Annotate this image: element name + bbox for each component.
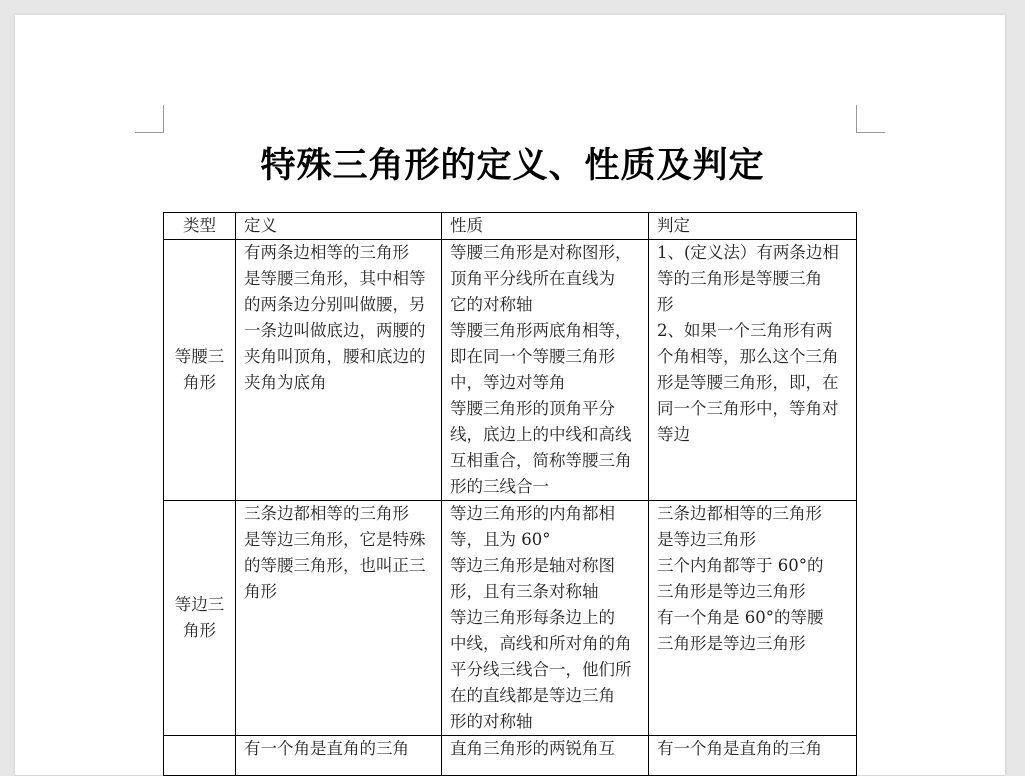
cell-text-line: 直角三角形的两锐角互: [450, 739, 615, 758]
margin-corner-mark-left: [135, 105, 164, 133]
properties-cell: [442, 736, 649, 776]
cell-text-line: 中，等边对等角: [450, 373, 566, 392]
cell-text-line: 中线，高线和所对角的角: [450, 634, 632, 653]
cell-text-line: 一条边叫做底边，两腰的: [244, 321, 426, 340]
cell-text-line: 三条边都相等的三角形: [657, 504, 822, 523]
cell-text-line: 角形: [244, 582, 277, 601]
type-cell: [164, 501, 236, 736]
cell-text-line: 即在同一个等腰三角形: [450, 347, 615, 366]
cell-text-line: 夹角为底角: [244, 373, 327, 392]
cell-text-line: 1、(定义法）有两条边相: [657, 243, 839, 262]
cell-text-line: 夹角叫顶角，腰和底边的: [244, 347, 426, 366]
cell-text-line: 的两条边分别叫做腰，另: [244, 295, 426, 314]
cell-text-line: 等边三角形每条边上的: [450, 608, 615, 627]
cell-text-line: 形: [657, 295, 674, 314]
table-header-row: [164, 213, 857, 240]
criteria-cell: [649, 501, 857, 736]
margin-corner-mark-right: [856, 105, 885, 133]
cell-text-line: 是等腰三角形，其中相等: [244, 269, 426, 288]
cell-text-line: 有一个角是 60°的等腰: [657, 608, 824, 627]
header-criteria: 判定: [649, 213, 857, 240]
cell-text-line: 三个内角都等于 60°的: [657, 556, 824, 575]
type-cell: [164, 736, 236, 776]
cell-text-line: 形的三线合一: [450, 477, 549, 496]
table-row: [164, 240, 857, 501]
cell-text-line: 2、如果一个三角形有两: [657, 321, 833, 340]
cell-text-line: 三角形是等边三角形: [657, 582, 806, 601]
type-cell: [164, 240, 236, 501]
document-title: 特殊三角形的定义、性质及判定: [260, 145, 765, 186]
header-properties: 性质: [442, 213, 649, 240]
cell-text-line: 三角形是等边三角形: [657, 634, 806, 653]
cell-text-line: 等边三角形的内角都相: [450, 504, 615, 523]
definition-cell: [236, 501, 442, 736]
cell-text-line: 形，且有三条对称轴: [450, 582, 599, 601]
cell-text-line: 等边: [657, 425, 690, 444]
cell-text-line: 是等边三角形，它是特殊: [244, 530, 426, 549]
cell-text-line: 有一个角是直角的三角: [244, 739, 409, 758]
definition-cell: [236, 736, 442, 776]
cell-text-line: 顶角平分线所在直线为: [450, 269, 615, 288]
properties-cell: [442, 240, 649, 501]
cell-text-line: 同一个三角形中，等角对: [657, 399, 839, 418]
criteria-cell: [649, 240, 857, 501]
cell-text-line: 的等腰三角形，也叫正三: [244, 556, 426, 575]
cell-text-line: 角形: [183, 373, 216, 392]
cell-text-line: 角形: [183, 621, 216, 640]
cell-text-line: 等，且为 60°: [450, 530, 551, 549]
header-type: 类型: [164, 213, 236, 240]
definition-cell: [236, 240, 442, 501]
cell-text-line: 线，底边上的中线和高线: [450, 425, 632, 444]
cell-text-line: 三条边都相等的三角形: [244, 504, 409, 523]
cell-text-line: 等腰三角形两底角相等，: [450, 321, 632, 340]
cell-text-line: 形的对称轴: [450, 712, 533, 731]
cell-text-line: 互相重合，简称等腰三角: [450, 451, 632, 470]
criteria-cell: [649, 736, 857, 776]
cell-text-line: 等边三: [174, 595, 225, 614]
cell-text-line: 形是等腰三角形，即，在: [657, 373, 839, 392]
cell-text-line: 等腰三角形的顶角平分: [450, 399, 615, 418]
cell-text-line: 等腰三角形是对称图形，: [450, 243, 632, 262]
cell-text-line: 等腰三: [174, 347, 225, 366]
cell-text-line: 等的三角形是等腰三角: [657, 269, 822, 288]
cell-text-line: 等边三角形是轴对称图: [450, 556, 615, 575]
header-definition: 定义: [236, 213, 442, 240]
cell-text-line: 在的直线都是等边三角: [450, 686, 615, 705]
cell-text-line: 有两条边相等的三角形: [244, 243, 409, 262]
cell-text-line: 它的对称轴: [450, 295, 533, 314]
table-row: [164, 501, 857, 736]
cell-text-line: 有一个角是直角的三角: [657, 739, 822, 758]
cell-text-line: 是等边三角形: [657, 530, 756, 549]
properties-cell: [442, 501, 649, 736]
cell-text-line: 平分线三线合一，他们所: [450, 660, 632, 679]
table-row: [164, 736, 857, 776]
triangle-table: [163, 212, 857, 776]
cell-text-line: 个角相等，那么这个三角: [657, 347, 839, 366]
